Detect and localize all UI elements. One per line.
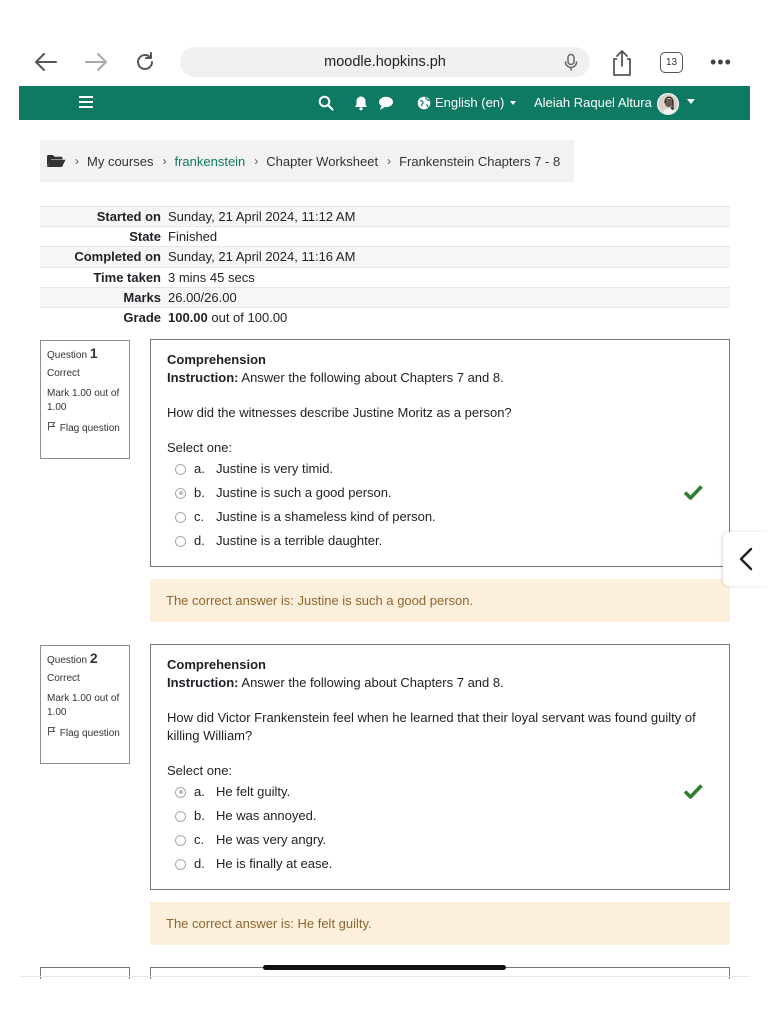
breadcrumb-separator: ›	[75, 154, 79, 168]
question-heading: Comprehension	[167, 352, 266, 367]
browser-toolbar	[0, 0, 768, 86]
summary-row-state	[40, 226, 730, 246]
radio-button[interactable]	[175, 536, 186, 547]
user-menu-caret-icon[interactable]	[687, 99, 695, 104]
answer-option-d[interactable]: d. Justine is a terrible daughter.	[167, 529, 713, 553]
globe-icon	[417, 96, 431, 110]
avatar[interactable]	[657, 93, 679, 115]
grade-value	[168, 308, 287, 327]
flag-question-link[interactable]: Flag question	[47, 421, 123, 436]
select-one-prompt: Select one:	[167, 763, 233, 778]
summary-row-completed	[40, 246, 730, 266]
search-icon[interactable]	[318, 95, 334, 111]
radio-button[interactable]	[175, 859, 186, 870]
question-info-3-partial	[40, 967, 130, 979]
correct-answer-feedback-1: The correct answer is: Justine is such a good person.	[150, 579, 730, 622]
folder-open-icon	[46, 153, 66, 169]
share-icon[interactable]	[608, 48, 636, 78]
home-indicator	[263, 965, 506, 970]
answer-option-a[interactable]: a. He felt guilty.	[167, 780, 713, 804]
question-content-1	[150, 339, 730, 567]
answer-option-b[interactable]: b. He was annoyed.	[167, 804, 713, 828]
state-label: State	[129, 229, 161, 245]
question-heading: Comprehension	[167, 657, 266, 672]
radio-button[interactable]	[175, 512, 186, 523]
correct-answer-feedback-2: The correct answer is: He felt guilty.	[150, 902, 730, 945]
drawer-toggle-button[interactable]	[723, 532, 768, 586]
select-one-prompt: Select one:	[167, 440, 233, 455]
question-info-1	[40, 340, 130, 459]
flag-icon	[47, 726, 57, 736]
breadcrumb-section[interactable]: Chapter Worksheet	[266, 153, 379, 169]
back-arrow-icon[interactable]	[30, 46, 62, 78]
question-state: Correct	[47, 368, 80, 379]
radio-button[interactable]	[175, 835, 186, 846]
question-instruction: Instruction: Answer the following about Chapters 7 and 8.	[167, 675, 504, 690]
summary-row-time	[40, 267, 730, 287]
notification-bell-icon[interactable]	[353, 95, 369, 111]
breadcrumb-separator: ›	[162, 154, 167, 168]
flag-icon	[47, 421, 57, 431]
time-taken-label: Time taken	[93, 269, 161, 285]
address-bar[interactable]	[180, 47, 590, 77]
correct-check-icon	[683, 783, 703, 799]
correct-check-icon	[683, 484, 703, 500]
answer-option-b[interactable]: b. Justine is such a good person.	[167, 481, 713, 505]
attempt-summary-table	[40, 206, 730, 327]
caret-down-icon	[510, 101, 516, 105]
url-text: moodle.hopkins.ph	[324, 54, 446, 70]
question-instruction: Instruction: Answer the following about Chapters 7 and 8.	[167, 370, 504, 385]
chevron-left-icon	[739, 547, 753, 571]
question-info-2	[40, 645, 130, 764]
summary-row-marks	[40, 287, 730, 307]
radio-button-selected[interactable]	[175, 488, 186, 499]
breadcrumb	[40, 140, 574, 182]
radio-button[interactable]	[175, 464, 186, 475]
marks-value: 26.00/26.00	[168, 289, 237, 305]
question-text: How did the witnesses describe Justine Moritz as a person?	[167, 405, 512, 420]
radio-button-selected[interactable]	[175, 787, 186, 798]
summary-row-started	[40, 206, 730, 226]
completed-on-label: Completed on	[74, 249, 161, 265]
completed-on-value: Sunday, 21 April 2024, 11:16 AM	[168, 249, 356, 265]
radio-button[interactable]	[175, 811, 186, 822]
started-on-label: Started on	[96, 209, 161, 224]
reload-icon[interactable]	[129, 46, 161, 78]
breadcrumb-current[interactable]: Frankenstein Chapters 7 - 8	[399, 153, 561, 169]
question-text: How did Victor Frankenstein feel when he learned that their loyal servant was found guilty of killing William?	[167, 710, 696, 743]
microphone-icon[interactable]	[562, 53, 580, 71]
menu-icon[interactable]	[79, 96, 93, 108]
time-taken-value: 3 mins 45 secs	[168, 269, 255, 285]
grade-label: Grade	[123, 309, 161, 325]
flag-question-link[interactable]: Flag question	[47, 726, 123, 741]
answer-option-c[interactable]: c. Justine is a shameless kind of person.	[167, 505, 713, 529]
site-navbar	[19, 86, 750, 120]
breadcrumb-course[interactable]: frankenstein	[174, 153, 246, 169]
answer-option-a[interactable]: a. Justine is very timid.	[167, 457, 713, 481]
answer-option-d[interactable]: d. He is finally at ease.	[167, 852, 713, 876]
language-menu[interactable]	[417, 95, 516, 110]
forward-arrow-icon[interactable]	[80, 46, 112, 78]
question-content-2	[150, 644, 730, 890]
question-mark: Mark 1.00 out of 1.00	[47, 388, 120, 413]
grade-score: 100.00	[168, 309, 208, 325]
tab-switcher-button[interactable]: 13	[660, 52, 683, 73]
more-options-icon[interactable]: •••	[710, 52, 732, 72]
messages-icon[interactable]	[378, 95, 394, 111]
question-state: Correct	[47, 673, 80, 684]
question-mark: Mark 1.00 out of 1.00	[47, 693, 120, 718]
breadcrumb-separator: ›	[254, 154, 259, 168]
state-value: Finished	[168, 229, 218, 245]
question-number: Question 2	[47, 650, 98, 666]
question-number: Question 1	[47, 345, 98, 361]
user-menu-name[interactable]: Aleiah Raquel Altura	[534, 95, 652, 110]
breadcrumb-separator: ›	[387, 154, 392, 168]
page-bottom-divider	[19, 976, 750, 977]
answer-option-c[interactable]: c. He was very angry.	[167, 828, 713, 852]
language-label: English (en)	[435, 95, 505, 110]
started-on-value: Sunday, 21 April 2024, 11:12 AM	[168, 209, 356, 224]
breadcrumb-my-courses[interactable]: My courses	[87, 153, 154, 169]
marks-label: Marks	[123, 289, 161, 305]
grade-out-of: out of 100.00	[207, 309, 288, 325]
summary-row-grade	[40, 307, 730, 327]
